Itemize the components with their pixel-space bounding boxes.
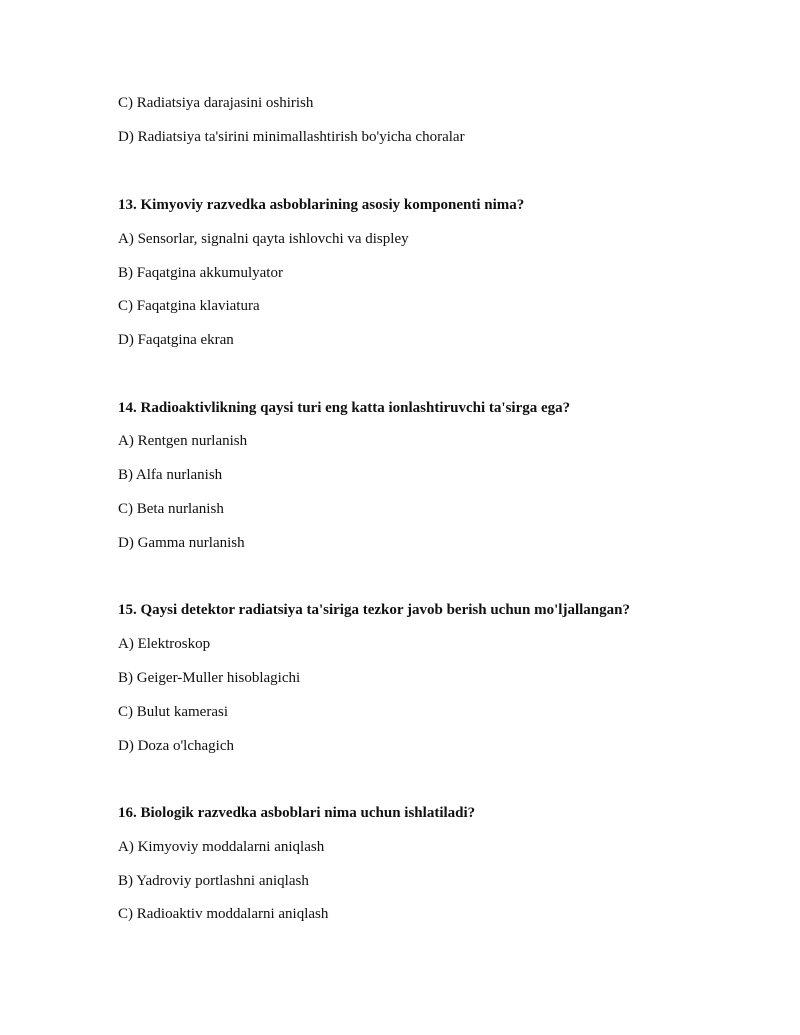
option-15-a: A) Elektroskop bbox=[118, 636, 211, 652]
option-14-b: B) Alfa nurlanish bbox=[118, 467, 223, 483]
option-13-a: A) Sensorlar, signalni qayta ishlovchi va displey bbox=[118, 231, 409, 247]
option-12-d: D) Radiatsiya ta'sirini minimallashtirish bo'yicha choralar bbox=[118, 129, 465, 145]
question-16-title: 16. Biologik razvedka asboblari nima uchun ishlatiladi? bbox=[118, 805, 476, 821]
option-16-a: A) Kimyoviy moddalarni aniqlash bbox=[118, 839, 325, 855]
question-14-title: 14. Radioaktivlikning qaysi turi eng katta ionlashtiruvchi ta'sirga ega? bbox=[118, 400, 571, 416]
option-12-c: C) Radiatsiya darajasini oshirish bbox=[118, 95, 314, 111]
option-13-c: C) Faqatgina klaviatura bbox=[118, 298, 260, 314]
option-14-c: C) Beta nurlanish bbox=[118, 501, 224, 517]
option-15-c: C) Bulut kamerasi bbox=[118, 704, 228, 720]
question-15-title: 15. Qaysi detektor radiatsiya ta'siriga tezkor javob berish uchun mo'ljallangan? bbox=[118, 602, 630, 618]
option-13-d: D) Faqatgina ekran bbox=[118, 332, 234, 348]
option-16-b: B) Yadroviy portlashni aniqlash bbox=[118, 873, 309, 889]
option-15-b: B) Geiger-Muller hisoblagichi bbox=[118, 670, 301, 686]
option-15-d: D) Doza o'lchagich bbox=[118, 738, 234, 754]
option-14-d: D) Gamma nurlanish bbox=[118, 535, 245, 551]
question-13-title: 13. Kimyoviy razvedka asboblarining asosiy komponenti nima? bbox=[118, 197, 525, 213]
option-16-c: C) Radioaktiv moddalarni aniqlash bbox=[118, 906, 329, 922]
option-14-a: A) Rentgen nurlanish bbox=[118, 433, 248, 449]
option-13-b: B) Faqatgina akkumulyator bbox=[118, 265, 283, 281]
